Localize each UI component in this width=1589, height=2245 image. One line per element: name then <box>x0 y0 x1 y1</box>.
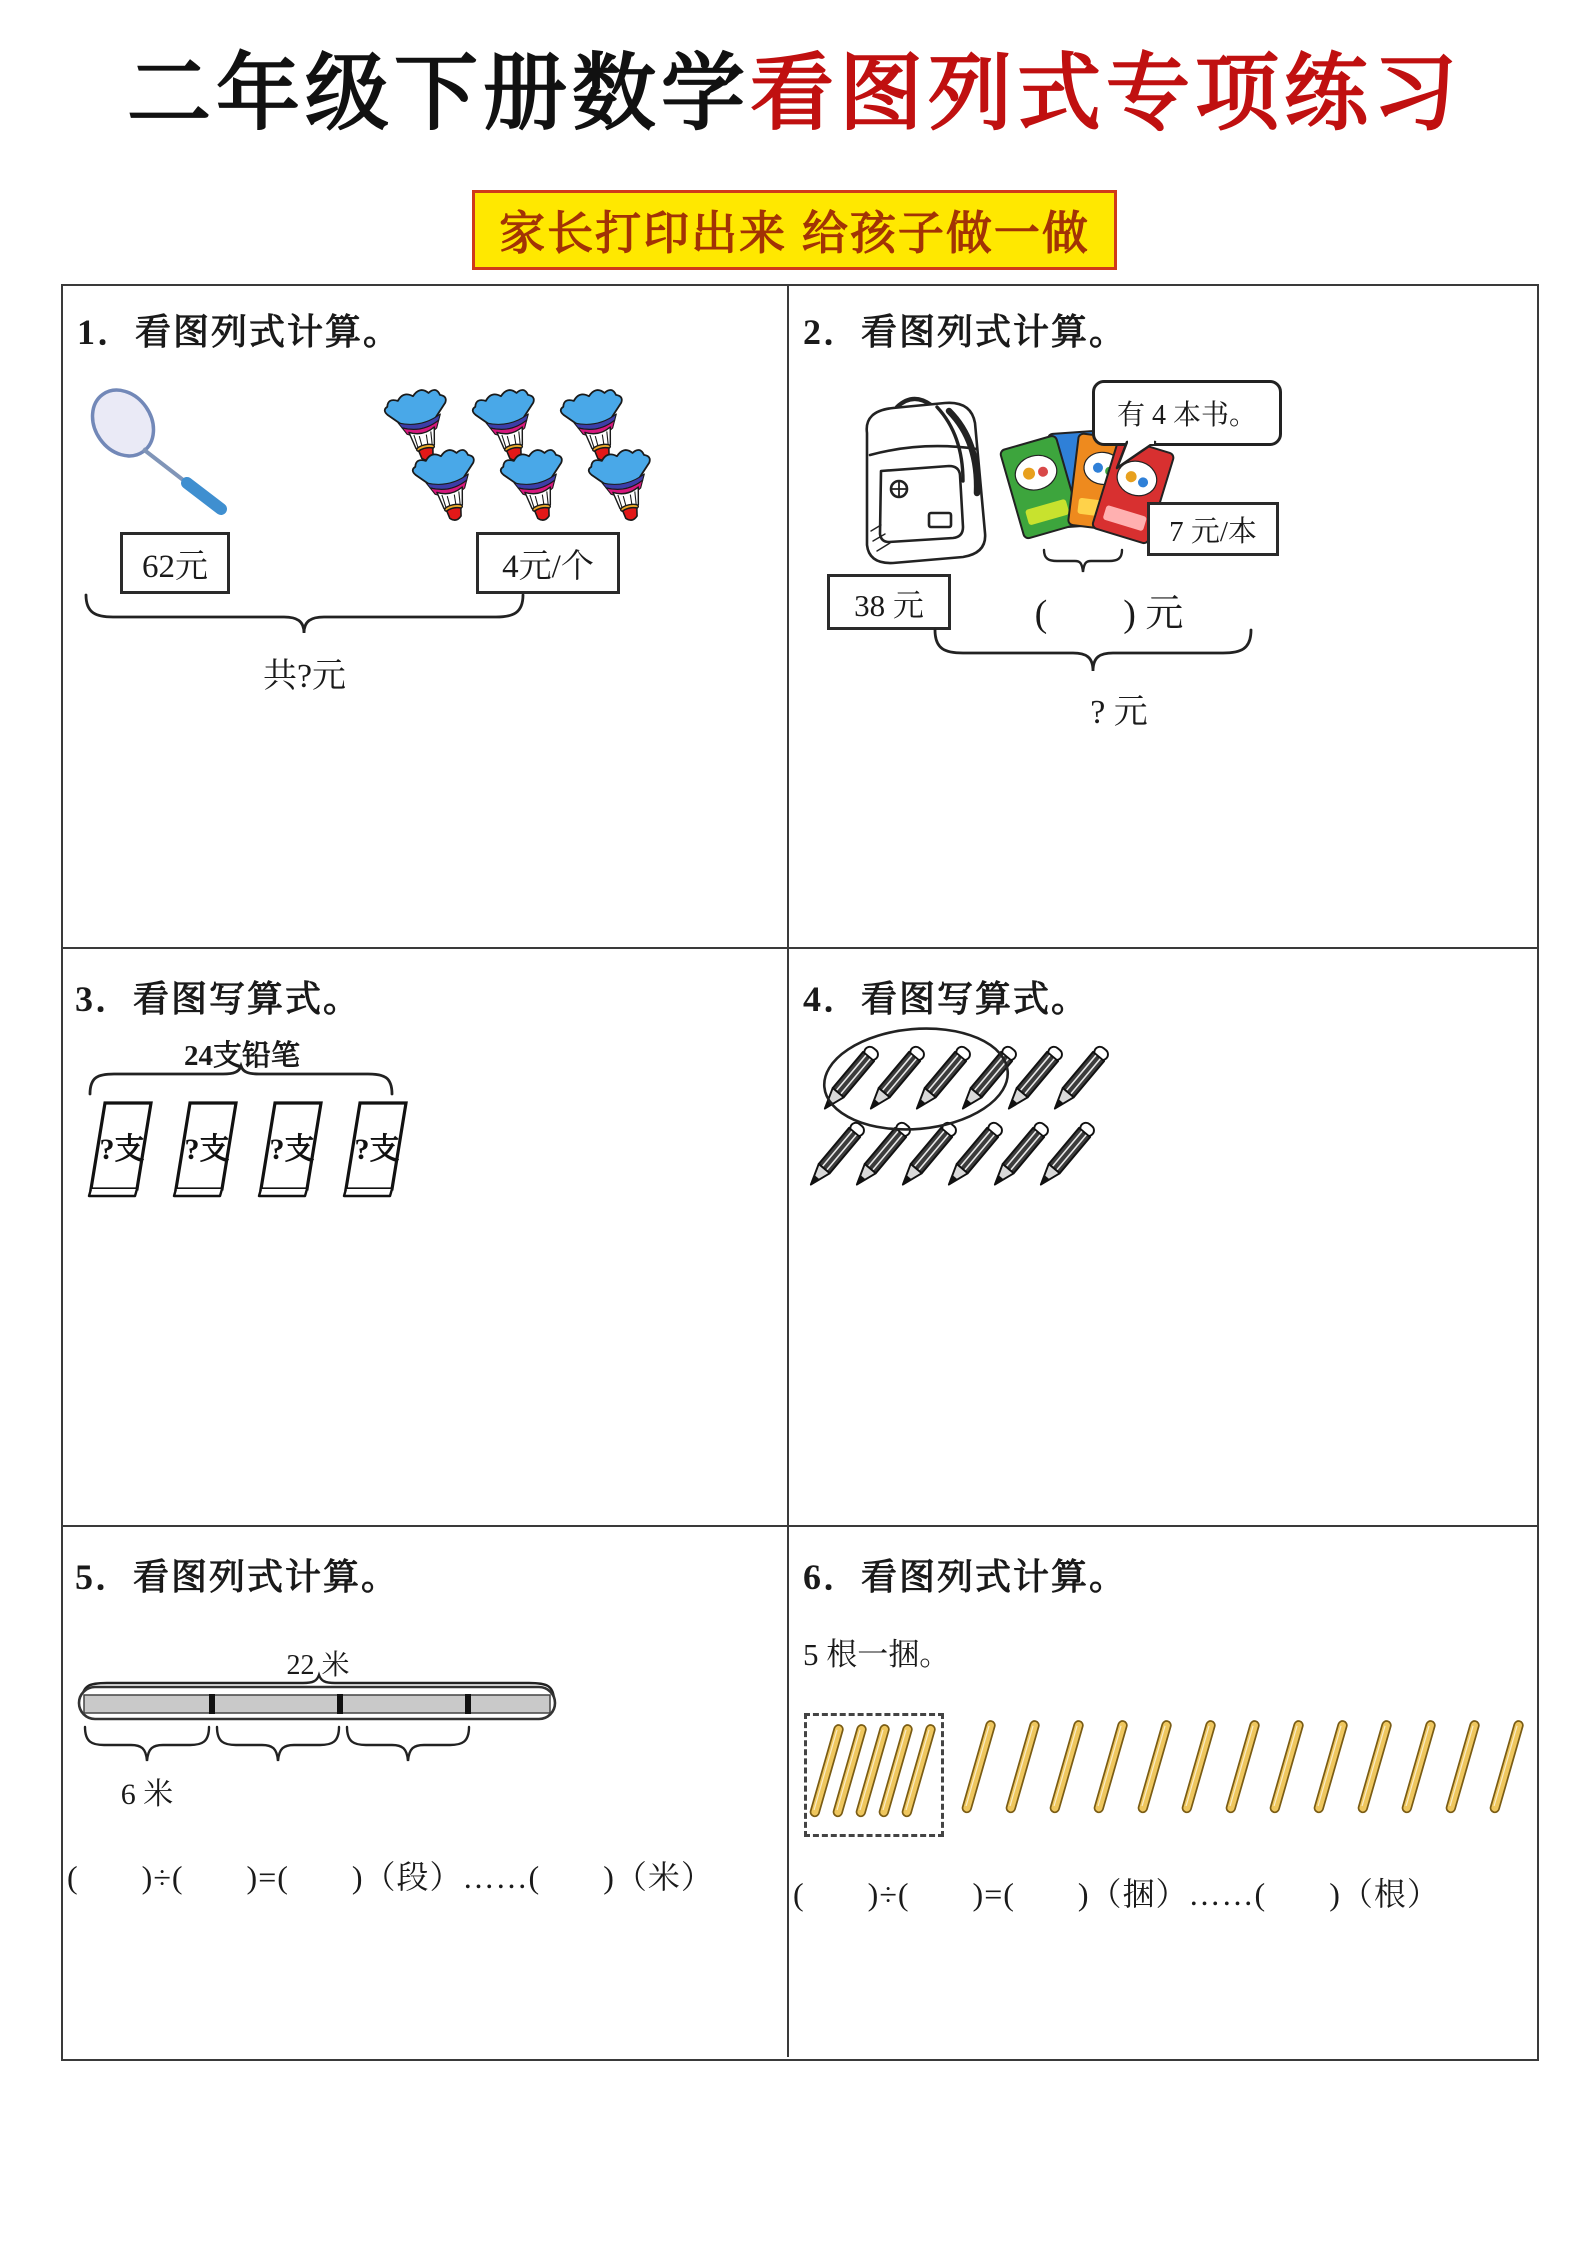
division-equation: ( )÷( )=( )（段）……( )（米） <box>67 1859 714 1895</box>
shuttle-price-box: 4元/个 <box>476 532 620 594</box>
stick-icon <box>1050 1720 1084 1813</box>
problem-2-title: 2．看图列式计算。 <box>803 312 1128 352</box>
total-brace <box>932 626 1254 674</box>
pencil-group <box>804 1031 1284 1291</box>
pencil-icon <box>819 1045 880 1114</box>
stick-icon <box>1270 1720 1304 1813</box>
pencils-brace <box>87 1065 395 1097</box>
total-question-label: 共?元 <box>262 658 347 695</box>
notebook-count-label: ?支 <box>269 1133 315 1166</box>
notebook-count-label: ?支 <box>354 1133 400 1166</box>
racket-price-box: 62元 <box>120 532 230 594</box>
problem-5-cell <box>63 1527 789 2057</box>
problem-2-cell <box>789 286 1537 949</box>
problem-6-cell <box>789 1527 1537 2057</box>
stick-icon <box>962 1720 996 1813</box>
bar-divider <box>337 1694 343 1714</box>
page-title <box>0 26 1589 147</box>
notebook-box <box>174 1103 236 1196</box>
segment-brace-2 <box>215 1725 341 1765</box>
rope-bar <box>77 1685 559 1725</box>
stick-icon <box>1138 1720 1172 1813</box>
problem-1-title: 1．看图列式计算。 <box>77 312 402 352</box>
notebook-box <box>259 1103 321 1196</box>
pencil-icon <box>805 1121 866 1190</box>
bar-divider <box>465 1694 471 1714</box>
segment-length-label: 6 米 <box>120 1778 174 1811</box>
page-title-black: 二年级下册数学 <box>126 46 750 140</box>
total-brace <box>83 591 526 637</box>
notebook-count-label: ?支 <box>184 1133 230 1166</box>
book-price-box: 7 元/本 <box>1147 502 1279 556</box>
problem-3-cell <box>63 949 789 1527</box>
worksheet-table <box>61 284 1539 2061</box>
stick-icon <box>1314 1720 1348 1813</box>
subtitle-banner: 家长打印出来 给孩子做一做 <box>472 190 1117 270</box>
backpack-price-box: 38 元 <box>827 574 951 630</box>
problem-3-title: 3．看图写算式。 <box>75 979 362 1019</box>
problem-5-title: 5．看图列式计算。 <box>75 1557 400 1597</box>
notebook-boxes-group <box>89 1101 429 1206</box>
problem-6-title: 6．看图列式计算。 <box>803 1557 1128 1597</box>
stick-group <box>789 1709 1539 1844</box>
books-cost-blank: ( ) 元 <box>1034 593 1184 635</box>
total-question-label: ? 元 <box>1090 694 1148 731</box>
notebook-box <box>344 1103 406 1196</box>
notebook-box <box>89 1103 151 1196</box>
notebook-count-label: ?支 <box>99 1133 145 1166</box>
shuttlecock-group <box>375 386 675 531</box>
division-equation: ( )÷( )=( )（捆）……( )（根） <box>793 1876 1440 1912</box>
stick-icon <box>1446 1720 1480 1813</box>
stick-icon <box>1094 1720 1128 1813</box>
segment-brace-3 <box>345 1725 471 1765</box>
stick-icon <box>1006 1720 1040 1813</box>
problem-4-cell <box>789 949 1537 1527</box>
stick-icon <box>1226 1720 1260 1813</box>
segment-brace-1 <box>83 1725 211 1765</box>
stick-icon <box>1402 1720 1436 1813</box>
stick-icon <box>1358 1720 1392 1813</box>
stick-icon <box>1182 1720 1216 1813</box>
stick-icon <box>1490 1720 1524 1813</box>
problem-4-title: 4．看图写算式。 <box>803 979 1090 1019</box>
total-length-label: 22 米 <box>286 1650 350 1681</box>
badminton-racket-icon <box>83 381 253 531</box>
books-brace <box>1042 548 1124 576</box>
speech-bubble-tail <box>1114 441 1158 471</box>
speech-bubble: 有 4 本书。 <box>1092 380 1282 446</box>
backpack-icon <box>837 391 997 581</box>
pencils-total-label: 24支铅笔 <box>183 1040 300 1072</box>
bundle-note-label: 5 根一捆。 <box>803 1637 951 1672</box>
subtitle-wrap <box>0 190 1589 270</box>
page-title-red: 看图列式专项练习 <box>750 46 1463 140</box>
bar-divider <box>209 1694 215 1714</box>
problem-1-cell <box>63 286 789 949</box>
